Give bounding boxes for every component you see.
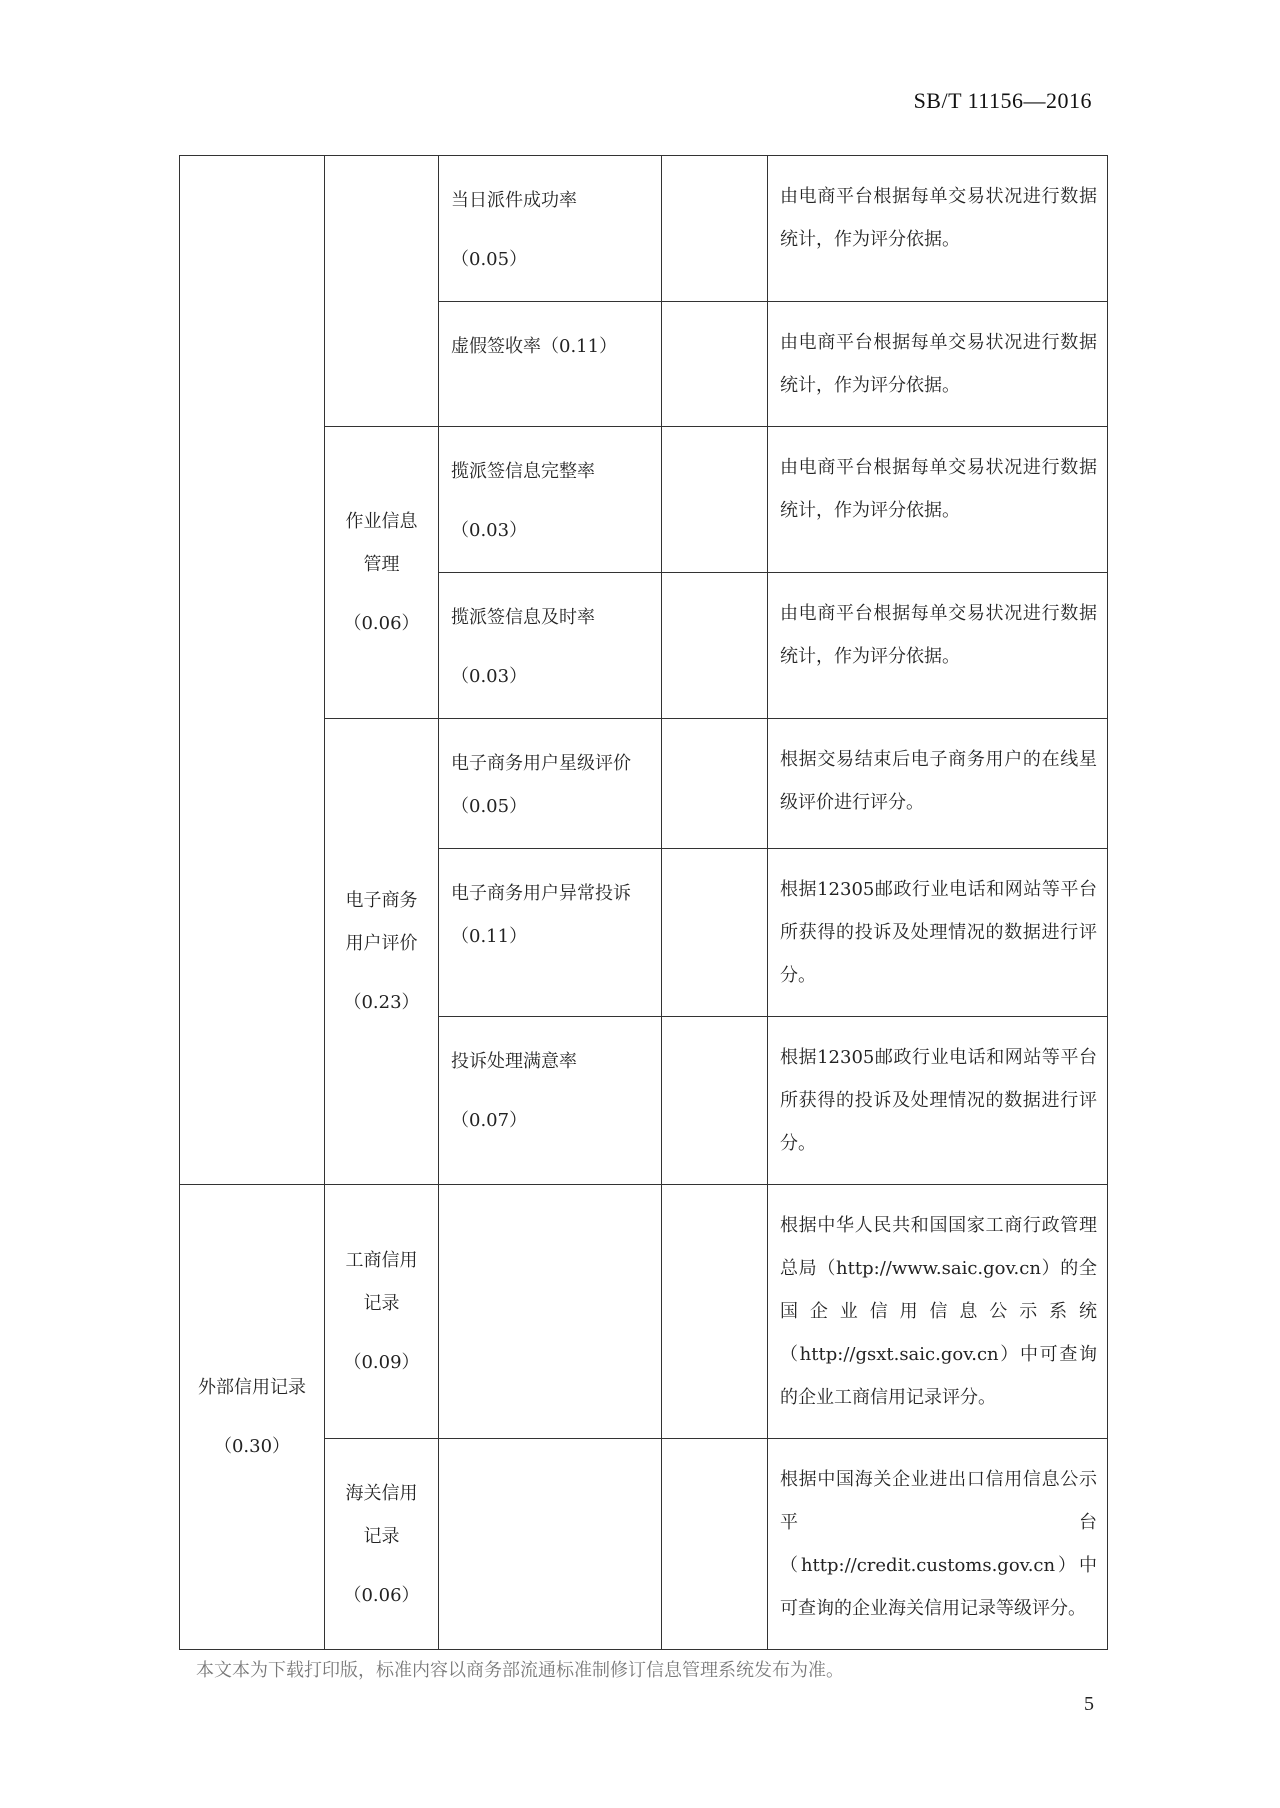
basis-cell: 由电商平台根据每单交易状况进行数据统计，作为评分依据。 [768,156,1108,302]
score-cell [662,427,768,573]
indicator-weight: （0.03） [451,520,528,541]
evaluation-table [179,155,1108,1650]
basis-cell: 根据12305邮政行业电话和网站等平台所获得的投诉及处理情况的数据进行评分。 [768,1017,1108,1185]
document-number: SB/T 11156—2016 [913,88,1092,113]
basis-cell: 根据交易结束后电子商务用户的在线星级评价进行评分。 [768,719,1108,849]
table-row [180,156,1108,302]
indicator-cell [439,302,662,427]
indicator-cell [439,1439,662,1650]
category-weight: （0.06） [343,1584,420,1606]
category-line: 管理 [363,554,400,575]
category-user-evaluation [325,719,439,1185]
basis-cell: 由电商平台根据每单交易状况进行数据统计，作为评分依据。 [768,427,1108,573]
score-cell [662,719,768,849]
indicator-cell [439,427,662,573]
indicator-weight: （0.05） [451,249,528,270]
empty-category-cell [180,156,325,1185]
category-business-credit [325,1185,439,1439]
empty-subcategory-cell [325,156,439,427]
indicator-cell [439,849,662,1017]
page-number: 5 [1084,1693,1094,1715]
indicator-cell [439,156,662,302]
category-line: 电子商务 [345,890,418,911]
footer-note: 本文本为下载打印版，标准内容以商务部流通标准制修订信息管理系统发布为准。 [196,1660,844,1681]
indicator-name: 揽派签信息完整率 [451,461,595,482]
category-customs-credit [325,1439,439,1650]
table-row [180,1185,1108,1439]
indicator-name: 电子商务用户星级评价 [451,753,631,774]
category-line: 外部信用记录 [198,1377,306,1398]
score-cell [662,1185,768,1439]
indicator-cell [439,719,662,849]
indicator-cell [439,1017,662,1185]
indicator-name: 揽派签信息及时率 [451,607,595,628]
basis-cell: 根据12305邮政行业电话和网站等平台所获得的投诉及处理情况的数据进行评分。 [768,849,1108,1017]
category-line: 记录 [363,1293,400,1314]
category-line: 工商信用 [345,1250,418,1271]
score-cell [662,156,768,302]
category-external-credit [180,1185,325,1650]
category-weight: （0.06） [343,613,420,634]
category-weight: （0.09） [343,1352,420,1373]
indicator-weight: （0.11） [451,926,528,947]
basis-cell: 由电商平台根据每单交易状况进行数据统计，作为评分依据。 [768,302,1108,427]
category-line: 记录 [363,1525,400,1547]
category-weight: （0.30） [213,1436,291,1457]
basis-cell: 根据中国海关企业进出口信用信息公示平台（http://credit.customs.gov.cn）中可查询的企业海关信用记录等级评分。 [768,1439,1108,1650]
score-cell [662,573,768,719]
score-cell [662,1017,768,1185]
indicator-cell [439,573,662,719]
basis-cell: 由电商平台根据每单交易状况进行数据统计，作为评分依据。 [768,573,1108,719]
indicator-weight: （0.03） [451,666,528,687]
category-weight: （0.23） [343,992,420,1013]
indicator-name: 虚假签收率（0.11） [451,336,618,357]
category-ops-info [325,427,439,719]
indicator-weight: （0.07） [451,1110,528,1131]
score-cell [662,849,768,1017]
indicator-cell [439,1185,662,1439]
indicator-weight: （0.05） [451,796,528,817]
category-line: 海关信用 [345,1482,418,1504]
score-cell [662,1439,768,1650]
indicator-name: 投诉处理满意率 [451,1051,577,1072]
indicator-name: 电子商务用户异常投诉 [451,883,631,904]
indicator-name: 当日派件成功率 [451,190,577,211]
score-cell [662,302,768,427]
category-line: 作业信息 [345,511,418,532]
basis-cell: 根据中华人民共和国国家工商行政管理总局（http://www.saic.gov.cn）的全国企业信用信息公示系统（http://gsxt.saic.gov.cn）中可查询的企业工商信用记录评分。 [768,1185,1108,1439]
category-line: 用户评价 [345,933,418,954]
